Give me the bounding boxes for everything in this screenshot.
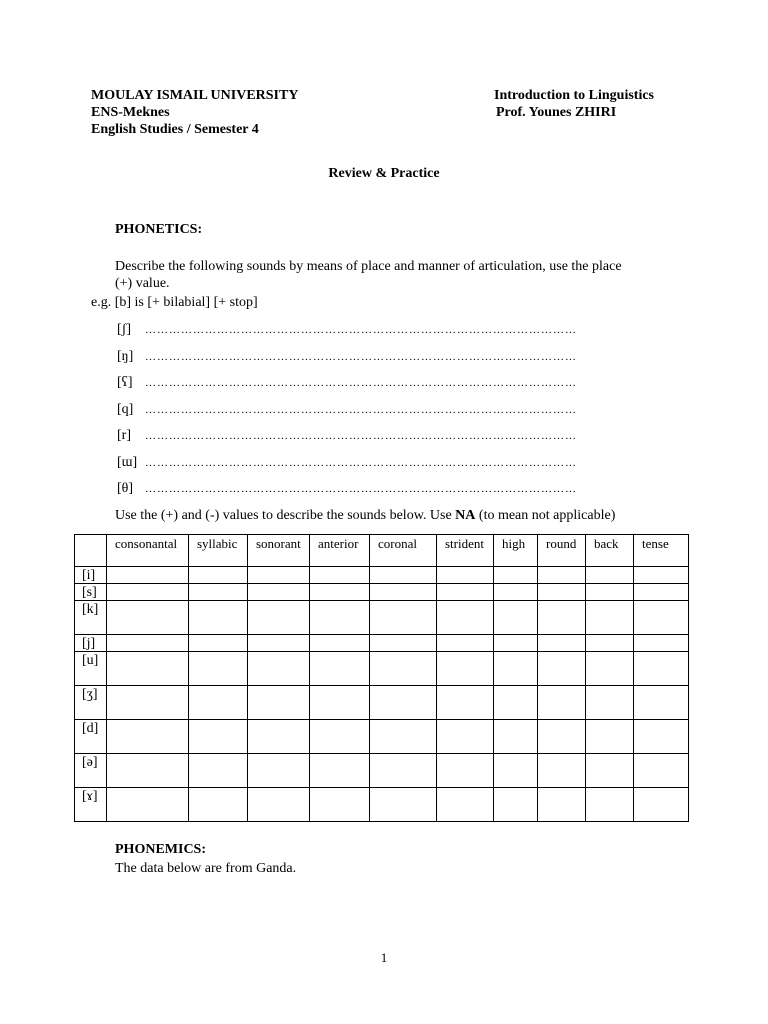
- column-header-high: high: [494, 535, 538, 567]
- answer-cell[interactable]: [370, 652, 437, 686]
- answer-cell[interactable]: [538, 754, 586, 788]
- answer-cell[interactable]: [586, 635, 634, 652]
- answer-cell[interactable]: [634, 754, 689, 788]
- column-header-strident: strident: [437, 535, 494, 567]
- row-label: [s]: [75, 584, 107, 601]
- phonemics-text: The data below are from Ganda.: [115, 861, 297, 876]
- sound-line: [117, 348, 677, 366]
- sound-symbol: [ŋ]: [117, 349, 134, 364]
- answer-cell[interactable]: [310, 788, 370, 822]
- answer-cell[interactable]: [437, 754, 494, 788]
- answer-cell[interactable]: [310, 720, 370, 754]
- answer-cell[interactable]: [437, 584, 494, 601]
- sound-symbol: [ɯ]: [117, 455, 138, 470]
- answer-cell[interactable]: [107, 584, 189, 601]
- answer-cell[interactable]: [189, 601, 248, 635]
- sound-line: [117, 321, 677, 339]
- answer-cell[interactable]: [248, 686, 310, 720]
- table-row: [75, 720, 689, 754]
- table-header-row: [75, 535, 689, 567]
- answer-cell[interactable]: [634, 584, 689, 601]
- answer-cell[interactable]: [107, 601, 189, 635]
- column-header-anterior: anterior: [310, 535, 370, 567]
- table-row: [75, 754, 689, 788]
- column-header-consonantal: consonantal: [107, 535, 189, 567]
- answer-cell[interactable]: [189, 584, 248, 601]
- answer-cell[interactable]: [310, 686, 370, 720]
- answer-cell[interactable]: [370, 720, 437, 754]
- answer-cell[interactable]: [494, 686, 538, 720]
- answer-cell[interactable]: [538, 788, 586, 822]
- answer-cell[interactable]: [634, 601, 689, 635]
- phonetics-instruction-line2: (+) value.: [115, 276, 170, 291]
- answer-cell[interactable]: [310, 567, 370, 584]
- answer-cell[interactable]: [248, 652, 310, 686]
- row-label: [j]: [75, 635, 107, 652]
- answer-cell[interactable]: [370, 754, 437, 788]
- answer-cell[interactable]: [538, 720, 586, 754]
- answer-cell[interactable]: [586, 686, 634, 720]
- answer-cell[interactable]: [248, 788, 310, 822]
- answer-cell[interactable]: [437, 788, 494, 822]
- answer-cell[interactable]: [538, 567, 586, 584]
- table-instruction-pre: Use the (+) and (-) values to describe the sounds below. Use: [115, 508, 456, 523]
- answer-cell[interactable]: [189, 788, 248, 822]
- answer-cell[interactable]: [107, 686, 189, 720]
- answer-blank: ………………………………………………………………………………………………: [145, 351, 577, 363]
- answer-cell[interactable]: [248, 720, 310, 754]
- answer-cell[interactable]: [437, 720, 494, 754]
- sound-line: [117, 427, 677, 445]
- sound-line: [117, 480, 677, 498]
- sound-line: [117, 401, 677, 419]
- table-row: [75, 567, 689, 584]
- row-label: [i]: [75, 567, 107, 584]
- answer-cell[interactable]: [370, 567, 437, 584]
- table-instruction-post: (to mean not applicable): [475, 508, 616, 523]
- row-label: [ʒ]: [75, 686, 107, 720]
- answer-cell[interactable]: [494, 567, 538, 584]
- answer-cell[interactable]: [370, 788, 437, 822]
- answer-cell[interactable]: [189, 720, 248, 754]
- answer-cell[interactable]: [189, 635, 248, 652]
- row-label: [k]: [75, 601, 107, 635]
- answer-cell[interactable]: [248, 635, 310, 652]
- sound-line: [117, 374, 677, 392]
- answer-cell[interactable]: [248, 601, 310, 635]
- answer-cell[interactable]: [437, 567, 494, 584]
- answer-cell[interactable]: [310, 601, 370, 635]
- answer-cell[interactable]: [248, 754, 310, 788]
- answer-cell[interactable]: [494, 652, 538, 686]
- answer-blank: ………………………………………………………………………………………………: [145, 457, 577, 469]
- answer-cell[interactable]: [310, 584, 370, 601]
- phonemics-heading: PHONEMICS:: [115, 842, 206, 857]
- column-header-coronal: coronal: [370, 535, 437, 567]
- answer-cell[interactable]: [586, 720, 634, 754]
- professor-name: Prof. Younes ZHIRI: [496, 105, 617, 120]
- row-label: [ɤ]: [75, 788, 107, 822]
- answer-cell[interactable]: [586, 601, 634, 635]
- answer-cell[interactable]: [189, 686, 248, 720]
- answer-cell[interactable]: [538, 686, 586, 720]
- sound-line: [117, 454, 677, 472]
- sound-symbol: [q]: [117, 402, 134, 417]
- answer-cell[interactable]: [107, 754, 189, 788]
- column-header-round: round: [538, 535, 586, 567]
- row-label: [ə]: [75, 754, 107, 788]
- answer-cell[interactable]: [586, 754, 634, 788]
- column-header-syllabic: syllabic: [189, 535, 248, 567]
- answer-cell[interactable]: [586, 652, 634, 686]
- answer-cell[interactable]: [538, 635, 586, 652]
- table-row: [75, 601, 689, 635]
- table-row: [75, 584, 689, 601]
- answer-cell[interactable]: [248, 584, 310, 601]
- phonetics-heading: PHONETICS:: [115, 222, 203, 237]
- answer-cell[interactable]: [634, 652, 689, 686]
- feature-table: [74, 534, 689, 822]
- answer-cell[interactable]: [370, 584, 437, 601]
- answer-cell[interactable]: [494, 601, 538, 635]
- answer-cell[interactable]: [538, 601, 586, 635]
- answer-cell[interactable]: [586, 788, 634, 822]
- answer-cell[interactable]: [538, 652, 586, 686]
- table-instruction-na: NA: [455, 508, 476, 523]
- answer-cell[interactable]: [370, 601, 437, 635]
- table-instruction: [115, 507, 615, 524]
- sound-symbol: [ʃ]: [117, 322, 131, 337]
- page-number: 1: [380, 950, 388, 965]
- sound-symbol: [θ]: [117, 481, 134, 496]
- answer-cell[interactable]: [189, 652, 248, 686]
- answer-cell[interactable]: [634, 567, 689, 584]
- answer-cell[interactable]: [634, 720, 689, 754]
- answer-cell[interactable]: [107, 788, 189, 822]
- column-header-sonorant: sonorant: [248, 535, 310, 567]
- answer-cell[interactable]: [437, 601, 494, 635]
- answer-cell[interactable]: [437, 652, 494, 686]
- answer-blank: ………………………………………………………………………………………………: [145, 430, 577, 442]
- answer-cell[interactable]: [310, 652, 370, 686]
- answer-cell[interactable]: [634, 635, 689, 652]
- row-label: [u]: [75, 652, 107, 686]
- school-name: ENS-Meknes: [91, 105, 170, 120]
- answer-cell[interactable]: [538, 584, 586, 601]
- table-row: [75, 652, 689, 686]
- answer-cell[interactable]: [437, 686, 494, 720]
- answer-cell[interactable]: [586, 584, 634, 601]
- answer-blank: ………………………………………………………………………………………………: [145, 324, 577, 336]
- answer-cell[interactable]: [437, 635, 494, 652]
- answer-cell[interactable]: [494, 720, 538, 754]
- answer-cell[interactable]: [248, 567, 310, 584]
- program-name: English Studies / Semester 4: [91, 122, 259, 137]
- answer-cell[interactable]: [494, 754, 538, 788]
- table-row: [75, 635, 689, 652]
- answer-cell[interactable]: [634, 788, 689, 822]
- table-row: [75, 788, 689, 822]
- course-title: Introduction to Linguistics: [494, 88, 654, 103]
- answer-cell[interactable]: [107, 567, 189, 584]
- answer-blank: ………………………………………………………………………………………………: [145, 377, 577, 389]
- answer-cell[interactable]: [494, 584, 538, 601]
- answer-cell[interactable]: [189, 754, 248, 788]
- table-row: [75, 686, 689, 720]
- corner-cell: [75, 535, 107, 567]
- answer-cell[interactable]: [370, 635, 437, 652]
- page-title: Review & Practice: [328, 166, 440, 181]
- row-label: [d]: [75, 720, 107, 754]
- answer-cell[interactable]: [107, 720, 189, 754]
- answer-cell[interactable]: [494, 635, 538, 652]
- answer-cell[interactable]: [310, 635, 370, 652]
- answer-cell[interactable]: [634, 686, 689, 720]
- column-header-tense: tense: [634, 535, 689, 567]
- answer-cell[interactable]: [370, 686, 437, 720]
- sound-symbol: [ʕ]: [117, 375, 133, 390]
- answer-cell[interactable]: [494, 788, 538, 822]
- answer-cell[interactable]: [107, 635, 189, 652]
- answer-cell[interactable]: [310, 754, 370, 788]
- answer-cell[interactable]: [586, 567, 634, 584]
- sound-symbol: [r]: [117, 428, 131, 443]
- university-name: MOULAY ISMAIL UNIVERSITY: [91, 88, 299, 103]
- phonetics-example: e.g. [b] is [+ bilabial] [+ stop]: [91, 295, 258, 310]
- answer-blank: ………………………………………………………………………………………………: [145, 483, 577, 495]
- answer-cell[interactable]: [189, 567, 248, 584]
- answer-cell[interactable]: [107, 652, 189, 686]
- phonetics-instruction-line1: Describe the following sounds by means of place and manner of articulation, use the place: [115, 259, 622, 274]
- answer-blank: ………………………………………………………………………………………………: [145, 404, 577, 416]
- column-header-back: back: [586, 535, 634, 567]
